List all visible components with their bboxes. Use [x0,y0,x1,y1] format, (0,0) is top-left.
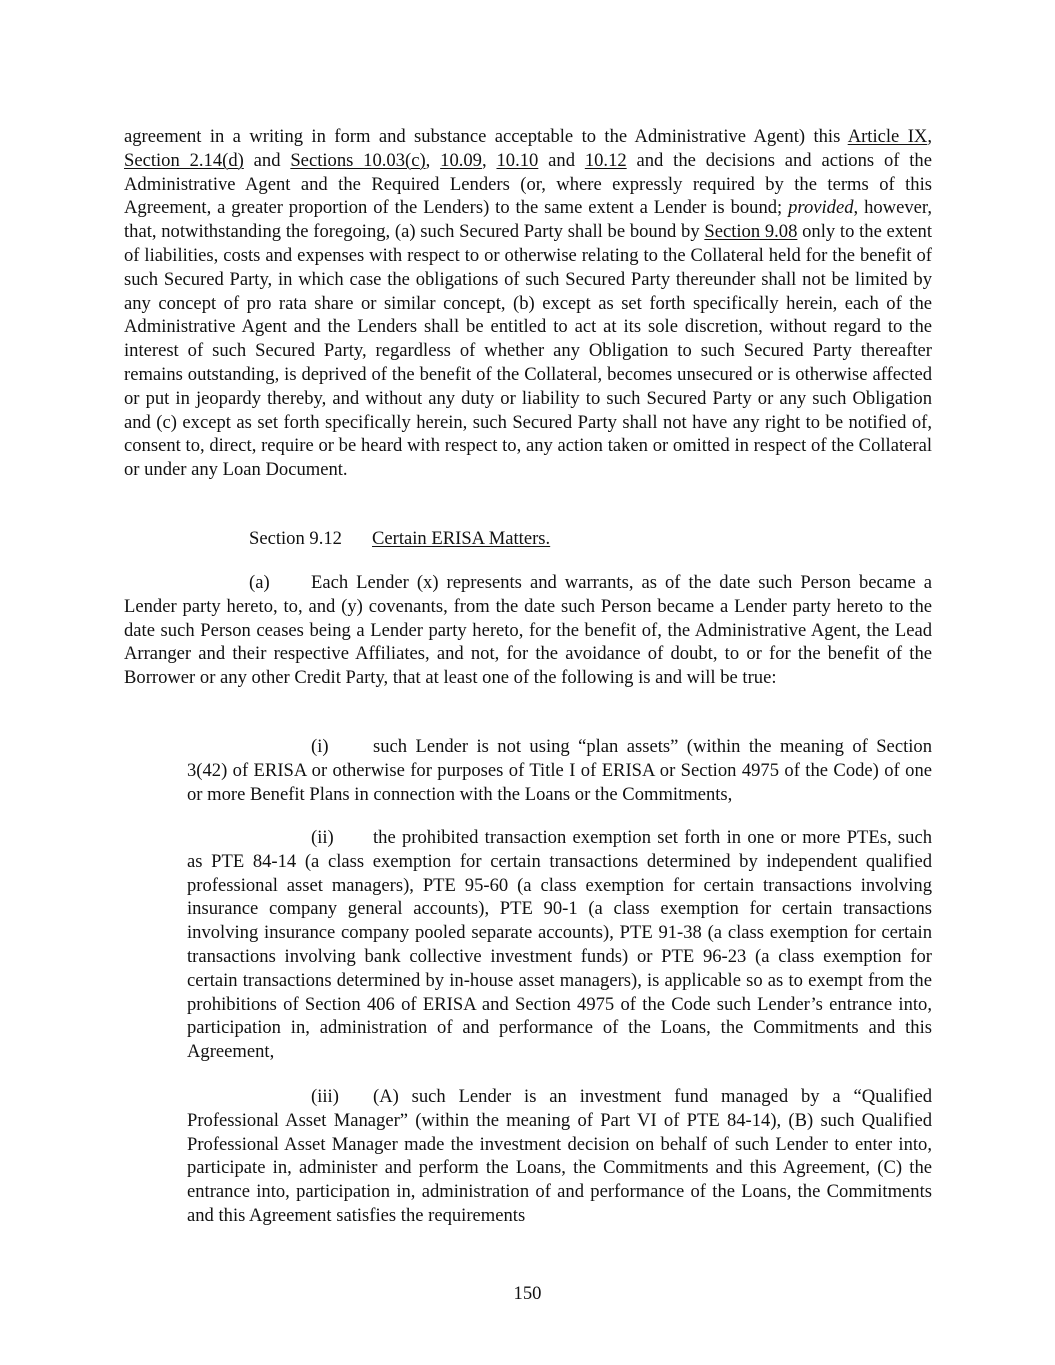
cross-reference-article-ix: Article IX [847,126,928,147]
cross-reference-10-09: 10.09 [440,149,482,171]
clause-text: (A) such Lender is an investment fund managed by a “Qualified Professional Asset Manager” (within the meaning of Part VI of PTE 84-14), (B) such Qualified Professional Asset Manager made the investment decision on behalf of such Lender to enter into, participate in, administer and perform the Loans, the Commitments and this Agreement, (C) the entrance into, participation in, administration of and performance of the Loans, the Commitments and this Agreement satisfies the requirements [187,1086,932,1226]
text-run: , [927,126,932,147]
clause-label: (i) [311,736,329,757]
text-run: , [425,149,441,171]
clause-iii [187,1085,932,1228]
cross-reference-10-10: 10.10 [496,149,539,171]
paragraph-a [124,571,932,690]
paragraph-label: (a) [249,572,270,593]
emphasis-provided: provided [788,197,854,219]
text-run: , however, that, notwithstanding the foregoing, (a) such Secured Party shall be bound by [124,197,932,243]
clause-label: (iii) [311,1086,339,1107]
text-run: , [481,149,497,171]
cross-reference-sections-10-03-c: Sections 10.03(c) [290,149,426,171]
section-title: Certain ERISA Matters. [372,528,551,549]
clause-ii [187,826,932,1064]
section-number: Section 9.12 [249,528,342,549]
cross-reference-section-2-14-d: Section 2.14(d) [124,149,244,171]
text-run: agreement in a writing in form and substance acceptable to the Administrative Agent) this [124,126,848,147]
text-run: and [243,149,291,171]
paragraph-continuation [124,125,932,482]
clause-i [187,735,932,806]
text-run: only to the extent of liabilities, costs and expenses with respect to or otherwise relating to the Collateral held for the benefit of such Secured Party, in which case the obligations of such Secured Party thereunder shall not be limited by any concept of pro rata share or similar concept, (b) except as set forth specifically herein, each of the Administrative Agent and the Lenders shall be entitled to act at its sole discretion, without regard to the interest of such Secured Party, regardless of whether any Obligation to such Secured Party thereafter remains outstanding, is deprived of the benefit of the Collateral, becomes unsecured or is otherwise affected or put in jeopardy thereby, and without any duty or liability to such Secured Party or any such Obligation and (c) except as set forth specifically herein, such Secured Party shall not have any right to be notified of, consent to, direct, require or be heard with respect to, any action taken or omitted in respect of the Collateral or under any Loan Document. [124,221,932,481]
paragraph-text: Each Lender (x) represents and warrants, as of the date such Person became a Lender party hereto, to, and (y) covenants, from the date such Person became a Lender party hereto to the date such Person ceases being a Lender party hereto, for the benefit of, the Administrative Agent, the Lead Arranger and their respective Affiliates, and not, for the avoidance of doubt, to or for the benefit of the Borrower or any other Credit Party, that at least one of the following is and will be true: [124,572,932,689]
section-heading [249,527,550,551]
clause-label: (ii) [311,827,334,848]
cross-reference-section-9-08: Section 9.08 [704,221,798,243]
clause-text: the prohibited transaction exemption set forth in one or more PTEs, such as PTE 84-14 (a class exemption for certain transactions determined by independent qualified professional asset managers), PTE 95-60 (a class exemption for certain transactions involving insurance company general accounts), PTE 90-1 (a class exemption for certain transactions involving insurance company pooled separate accounts), PTE 91-38 (a class exemption for certain transactions involving bank collective investment funds) or PTE 96-23 (a class exemption for certain transactions determined by in-house asset managers), is applicable so as to exempt from the prohibitions of Section 406 of ERISA and Section 4975 of the Code such Lender’s entrance into, participation in, administration of and performance of the Loans, the Commitments and this Agreement, [187,827,932,1063]
clause-text: such Lender is not using “plan assets” (within the meaning of Section 3(42) of ERISA or otherwise for purposes of Title I of ERISA or Section 4975 of the Code) of one or more Benefit Plans in connection with the Loans or the Commitments, [187,736,932,805]
page-number: 150 [513,1283,542,1304]
text-run: and [538,149,585,171]
cross-reference-10-12: 10.12 [584,149,627,171]
text-run: and the decisions and actions of the Administrative Agent and the Required Lenders (or, where expressly required by the terms of this Agreement, a greater proportion of the Lenders) to the same extent a Lender is bound; [124,149,932,219]
